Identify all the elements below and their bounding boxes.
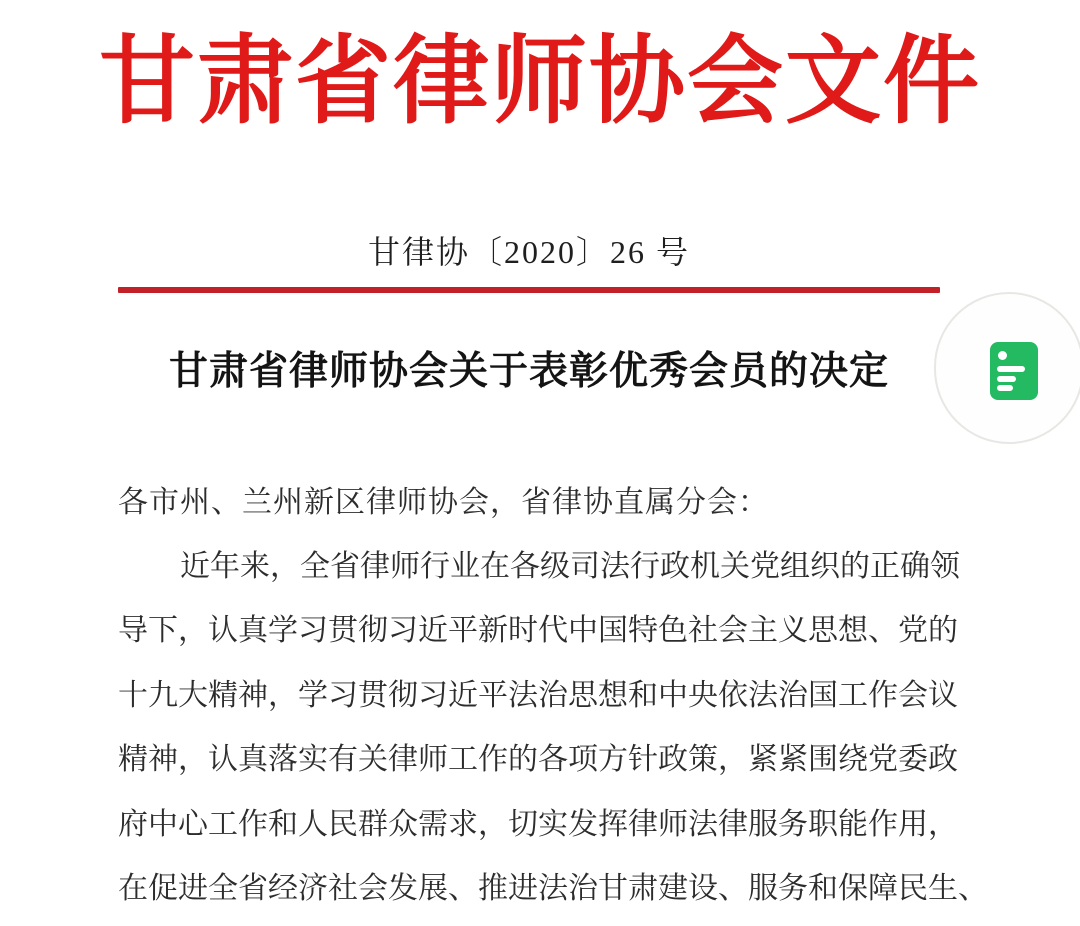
summary-icon-dot bbox=[998, 351, 1007, 360]
body-line: 府中心工作和人民群众需求，切实发挥律师法律服务职能作用， bbox=[118, 807, 958, 841]
summary-icon-line bbox=[997, 385, 1013, 391]
summary-icon-line bbox=[997, 366, 1025, 372]
body-line: 十九大精神，学习贯彻习近平法治思想和中央依法治国工作会议 bbox=[118, 678, 958, 712]
document-title: 甘肃省律师协会关于表彰优秀会员的决定 bbox=[168, 350, 889, 393]
body-line: 在促进全省经济社会发展、推进法治甘肃建设、服务和保障民生、 bbox=[118, 871, 988, 905]
body-line: 导下，认真学习贯彻习近平新时代中国特色社会主义思想、党的 bbox=[118, 614, 958, 648]
letterhead-divider bbox=[118, 287, 940, 293]
document-number: 甘律协〔2020〕26 号 bbox=[367, 234, 690, 270]
document-body bbox=[118, 535, 988, 921]
summary-icon-line bbox=[997, 376, 1016, 382]
doc-summary-widget-button[interactable] bbox=[934, 292, 1080, 444]
letterhead-org-title: 甘肃省律师协会文件 bbox=[99, 28, 981, 135]
body-line: 近年来，全省律师行业在各级司法行政机关党组织的正确领 bbox=[180, 550, 960, 583]
document-summary-icon bbox=[990, 342, 1038, 400]
salutation-line: 各市州、兰州新区律师协会，省律协直属分会： bbox=[118, 486, 769, 519]
body-line: 精神，认真落实有关律师工作的各项方针政策，紧紧围绕党委政 bbox=[118, 743, 958, 777]
